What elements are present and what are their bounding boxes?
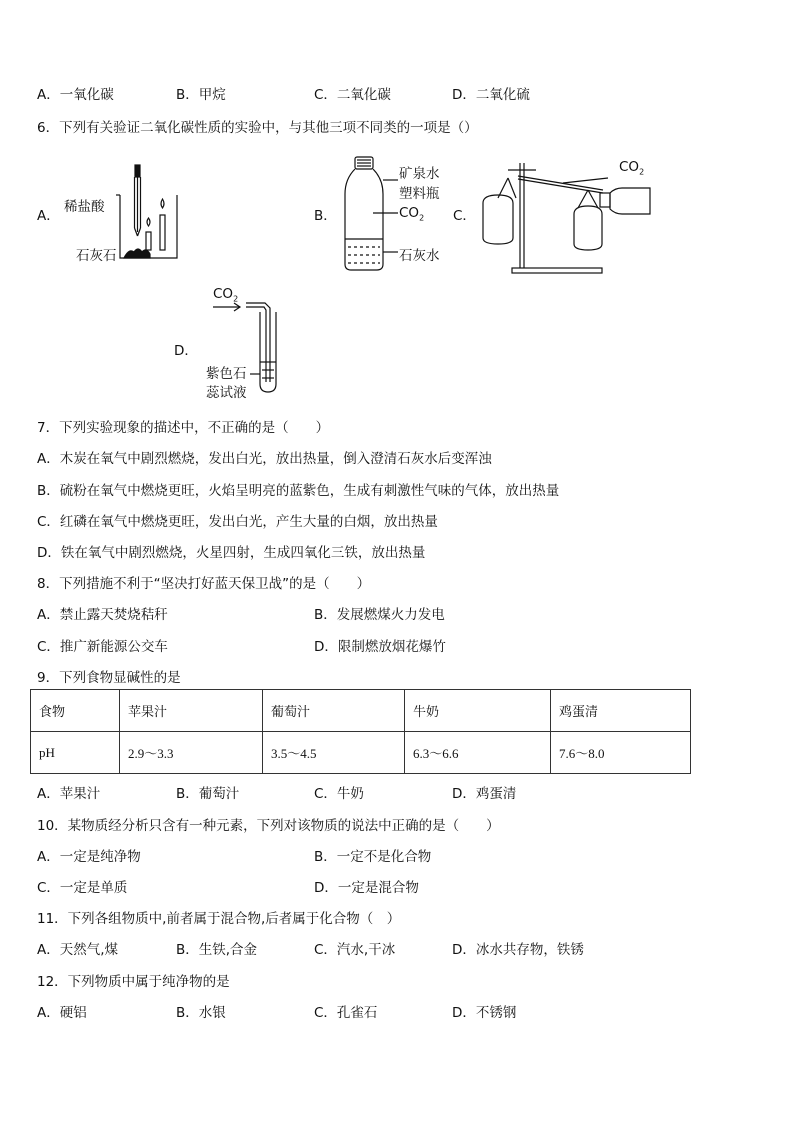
label-limewater: 石灰水 [399, 248, 440, 264]
q6-stem: 6．下列有关验证二氧化碳性质的实验中，与其他三项不同类的一项是（） [37, 120, 478, 136]
label-plastic-bottle: 塑料瓶 [399, 186, 440, 202]
table-cell: 葡萄汁 [263, 690, 405, 732]
q6-option-d-letter: D． [174, 343, 198, 359]
q6-option-b-letter: B． [314, 208, 337, 224]
q11-option-a: A．天然气,煤 [37, 942, 119, 958]
q12-option-d: D．不锈钢 [452, 1005, 517, 1021]
label-litmus-line2: 蕊试液 [206, 385, 247, 401]
q7-option-d: D．铁在氧气中剧烈燃烧，火星四射，生成四氧化三铁，放出热量 [37, 545, 426, 561]
q12-option-c: C．孔雀石 [314, 1005, 378, 1021]
ph-table [30, 689, 691, 774]
q11-option-d: D．冰水共存物，铁锈 [452, 942, 584, 958]
label-co2-c: $CO_2$ [619, 159, 645, 177]
label-mineral-water: 矿泉水 [399, 166, 440, 182]
table-row [31, 690, 691, 732]
q12-option-a: A．硬铝 [37, 1005, 87, 1021]
q10-stem: 10．某物质经分析只含有一种元素，下列对该物质的说法中正确的是（ ） [37, 818, 500, 834]
q8-option-d: D．限制燃放烟花爆竹 [314, 639, 446, 655]
q11-option-b: B．生铁,合金 [176, 942, 258, 958]
table-cell: 鸡蛋清 [551, 690, 691, 732]
q5-option-b: B．甲烷 [176, 87, 226, 103]
label-co2-d: $CO_2$ [213, 286, 239, 304]
q12-option-b: B．水银 [176, 1005, 226, 1021]
q9-option-a: A．苹果汁 [37, 786, 101, 802]
q9-stem: 9．下列食物显碱性的是 [37, 670, 181, 686]
table-cell: 苹果汁 [120, 690, 263, 732]
q8-stem: 8．下列措施不利于“坚决打好蓝天保卫战”的是（ ） [37, 576, 371, 592]
q9-option-b: B．葡萄汁 [176, 786, 240, 802]
q8-option-a: A．禁止露天焚烧秸秆 [37, 607, 168, 623]
q6-option-a-letter: A． [37, 208, 60, 224]
table-cell: pH [31, 732, 120, 774]
q7-stem: 7．下列实验现象的描述中，不正确的是（ ） [37, 420, 330, 436]
q8-option-c: C．推广新能源公交车 [37, 639, 168, 655]
q10-option-d: D．一定是混合物 [314, 880, 419, 896]
label-co2-b: $CO_2$ [399, 205, 425, 223]
q5-option-c: C．二氧化碳 [314, 87, 391, 103]
q5-option-a: A．一氧化碳 [37, 87, 114, 103]
q11-stem: 11．下列各组物质中,前者属于混合物,后者属于化合物（ ） [37, 911, 401, 927]
label-limestone: 石灰石 [76, 248, 117, 264]
table-cell: 2.9～3.3 [120, 732, 263, 774]
q11-option-c: C．汽水,干冰 [314, 942, 396, 958]
q7-option-b: B．硫粉在氧气中燃烧更旺，火焰呈明亮的蓝紫色，生成有刺激性气味的气体，放出热量 [37, 483, 560, 499]
table-cell: 3.5～4.5 [263, 732, 405, 774]
q6-option-c-letter: C． [453, 208, 476, 224]
bottle-illustration [340, 155, 400, 275]
table-cell: 牛奶 [405, 690, 551, 732]
q10-option-a: A．一定是纯净物 [37, 849, 141, 865]
q7-option-a: A．木炭在氧气中剧烈燃烧，发出白光，放出热量，倒入澄清石灰水后变浑浊 [37, 451, 492, 467]
q9-option-c: C．牛奶 [314, 786, 364, 802]
q9-option-d: D．鸡蛋清 [452, 786, 517, 802]
table-row [31, 732, 691, 774]
q12-stem: 12．下列物质中属于纯净物的是 [37, 974, 230, 990]
table-cell: 7.6～8.0 [551, 732, 691, 774]
table-cell: 6.3～6.6 [405, 732, 551, 774]
q8-option-b: B．发展燃煤火力发电 [314, 607, 445, 623]
q5-option-d: D．二氧化硫 [452, 87, 530, 103]
label-litmus-line1: 紫色石 [206, 366, 247, 382]
q10-option-b: B．一定不是化合物 [314, 849, 432, 865]
figure-b-bottle-experiment [340, 155, 400, 275]
label-acid: 稀盐酸 [64, 199, 105, 215]
q7-option-c: C．红磷在氧气中燃烧更旺，发出白光，产生大量的白烟，放出热量 [37, 514, 438, 530]
q10-option-c: C．一定是单质 [37, 880, 128, 896]
table-cell: 食物 [31, 690, 120, 732]
